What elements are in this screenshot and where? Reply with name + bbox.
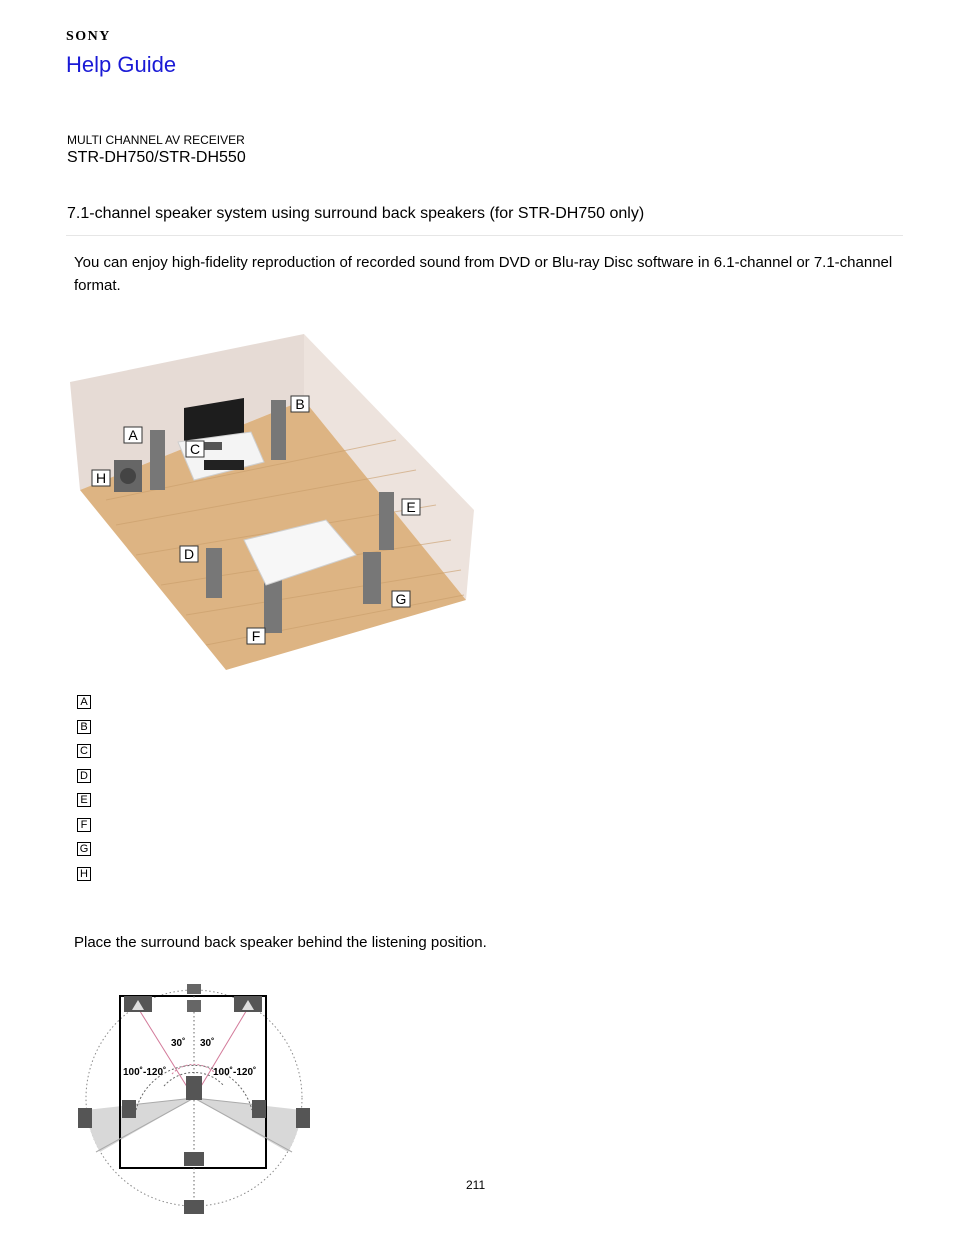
- listener-icon: [186, 1076, 202, 1100]
- placement-text: Place the surround back speaker behind the listening position.: [74, 934, 487, 951]
- angle-right-label: 30˚: [200, 1038, 215, 1049]
- surround-back-right-speaker: [363, 552, 381, 604]
- room-label-a: A: [128, 427, 138, 443]
- intro-paragraph: You can enjoy high-fidelity reproduction of recorded sound from DVD or Blu-ray Disc software in 6.1-channel or 7.1-channel format.: [74, 254, 893, 294]
- legend-item-e: E: [77, 793, 91, 807]
- av-receiver: [204, 460, 244, 470]
- room-label-f: F: [251, 628, 261, 644]
- legend-item-f: F: [77, 818, 91, 832]
- page-title: 7.1-channel speaker system using surround back speakers (for STR-DH750 only): [67, 205, 645, 222]
- model-name: STR-DH750/STR-DH550: [67, 149, 246, 166]
- room-label-g: G: [395, 591, 407, 607]
- angle-left-label: 30˚: [171, 1038, 186, 1049]
- right-sector: [194, 1098, 302, 1152]
- page-number: 211: [466, 1178, 486, 1192]
- center-speaker-icon: [187, 1000, 201, 1012]
- legend-item-h: H: [77, 867, 91, 881]
- surround-left-speaker: [206, 548, 222, 598]
- legend-item-b: B: [77, 720, 91, 734]
- surround-back-speaker-icon: [184, 1152, 204, 1166]
- sony-logo: SONY: [66, 29, 111, 44]
- range-right-label: 100˚-120˚: [213, 1067, 257, 1078]
- legend-item-a: A: [77, 695, 91, 709]
- product-type: MULTI CHANNEL AV RECEIVER: [67, 133, 245, 147]
- room-label-d: D: [183, 546, 195, 562]
- legend-item-g: G: [77, 842, 91, 856]
- surround-right-speaker: [379, 492, 394, 550]
- left-sector: [86, 1098, 194, 1152]
- surround-left-speaker-icon: [122, 1100, 136, 1118]
- room-label-c: C: [189, 441, 201, 457]
- legend-item-d: D: [77, 769, 91, 783]
- room-label-h: H: [95, 470, 107, 486]
- center-speaker-icon: [187, 984, 201, 994]
- divider: [66, 235, 903, 236]
- surround-left-far-speaker-icon: [78, 1108, 92, 1128]
- speaker-placement-diagram: [76, 980, 312, 1216]
- surround-back-left-speaker: [264, 578, 282, 633]
- room-label-b: B: [295, 396, 305, 412]
- surround-right-speaker-icon: [252, 1100, 266, 1118]
- help-guide-link[interactable]: Help Guide: [66, 52, 177, 77]
- room-label-e: E: [406, 499, 416, 515]
- range-left-label: 100˚-120˚: [123, 1067, 167, 1078]
- room-illustration: [66, 330, 481, 675]
- front-right-speaker: [271, 400, 286, 460]
- surround-right-far-speaker-icon: [296, 1108, 310, 1128]
- front-left-speaker: [150, 430, 165, 490]
- legend-item-c: C: [77, 744, 91, 758]
- surround-back-far-speaker-icon: [184, 1200, 204, 1214]
